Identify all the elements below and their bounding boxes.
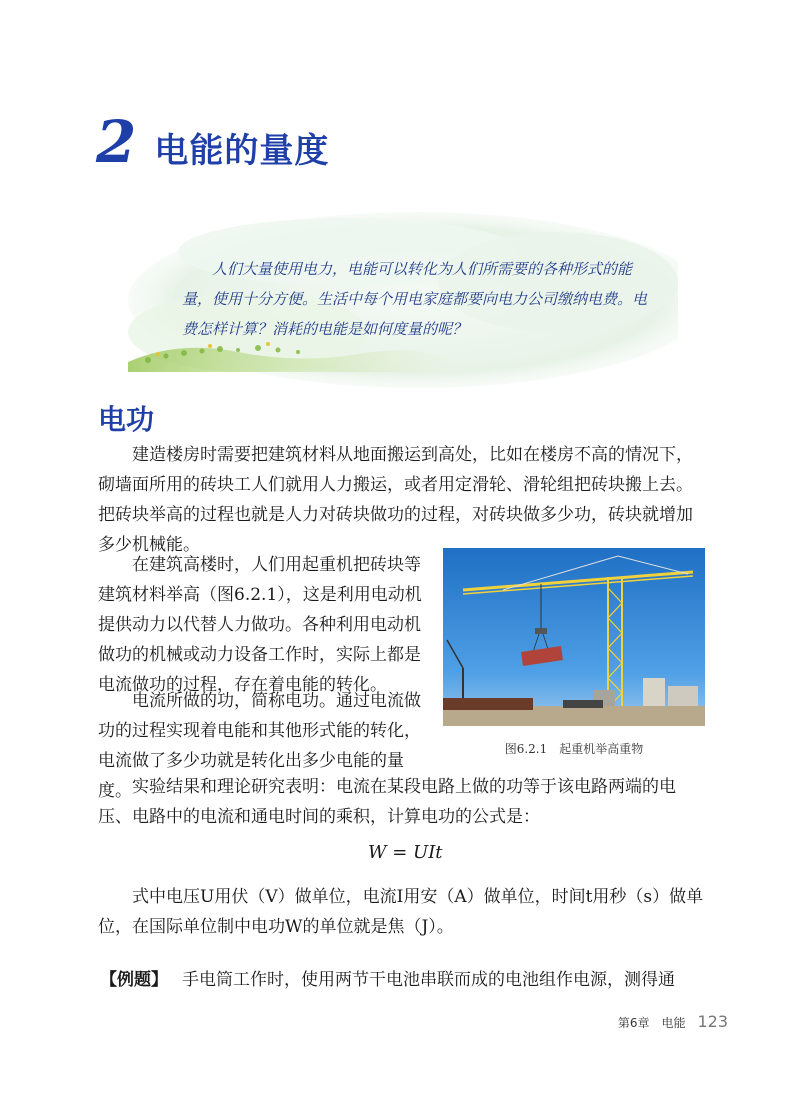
body-paragraph-1: 建造楼房时需要把建筑材料从地面搬运到高处，比如在楼房不高的情况下，砌墙面所用的砖块工人们就用人力搬运，或者用定滑轮、滑轮组把砖块搬上去。把砖块举高的过程也就是人力对砖块做功的过程，对砖块做多少功，砖块就增加多少机械能。 <box>98 445 693 555</box>
body-paragraph-4: 实验结果和理论研究表明：电流在某段电路上做的功等于该电路两端的电压、电路中的电流和通电时间的乘积，计算电功的公式是： <box>98 777 676 827</box>
page-number: 123 <box>697 1012 728 1031</box>
crane-photo <box>443 548 705 726</box>
footer-chapter: 第6章 电能 <box>617 1016 686 1030</box>
formula: W = UIt <box>368 842 443 863</box>
example-label: 【例题】 <box>100 970 168 990</box>
figure-crane-photo <box>443 548 705 726</box>
example-text: 手电筒工作时，使用两节干电池串联而成的电池组作电源，测得通 <box>182 970 675 990</box>
section-heading: 电功 <box>98 403 155 436</box>
page-footer <box>618 1012 728 1031</box>
chapter-title <box>96 108 329 176</box>
intro-text: 人们大量使用电力，电能可以转化为人们所需要的各种形式的能量，使用十分方便。生活中每个用电家庭都要向电力公司缴纳电费。电费怎样计算？消耗的电能是如何度量的呢？ <box>182 260 648 338</box>
example <box>100 965 710 995</box>
body-paragraph-3: 电流所做的功，简称电功。通过电流做功的过程实现着电能和其他形式能的转化，电流做了多少功就是转化出多少电能的量度。 <box>98 691 421 801</box>
figure-caption: 图6.2.1 起重机举高重物 <box>504 742 644 756</box>
chapter-heading: 电能的量度 <box>154 131 330 171</box>
body-paragraph-5: 式中电压U用伏（V）做单位，电流I用安（A）做单位，时间t用秒（s）做单位，在国际单位制中电功W的单位就是焦（J）。 <box>98 887 704 937</box>
intro-box <box>118 212 678 390</box>
body-paragraph-2: 在建筑高楼时，人们用起重机把砖块等建筑材料举高（图6.2.1），这是利用电动机提供动力以代替人力做功。各种利用电动机做功的机械或动力设备工作时，实际上都是电流做功的过程，存在着电能的转化。 <box>98 555 422 695</box>
chapter-number: 2 <box>96 108 137 176</box>
